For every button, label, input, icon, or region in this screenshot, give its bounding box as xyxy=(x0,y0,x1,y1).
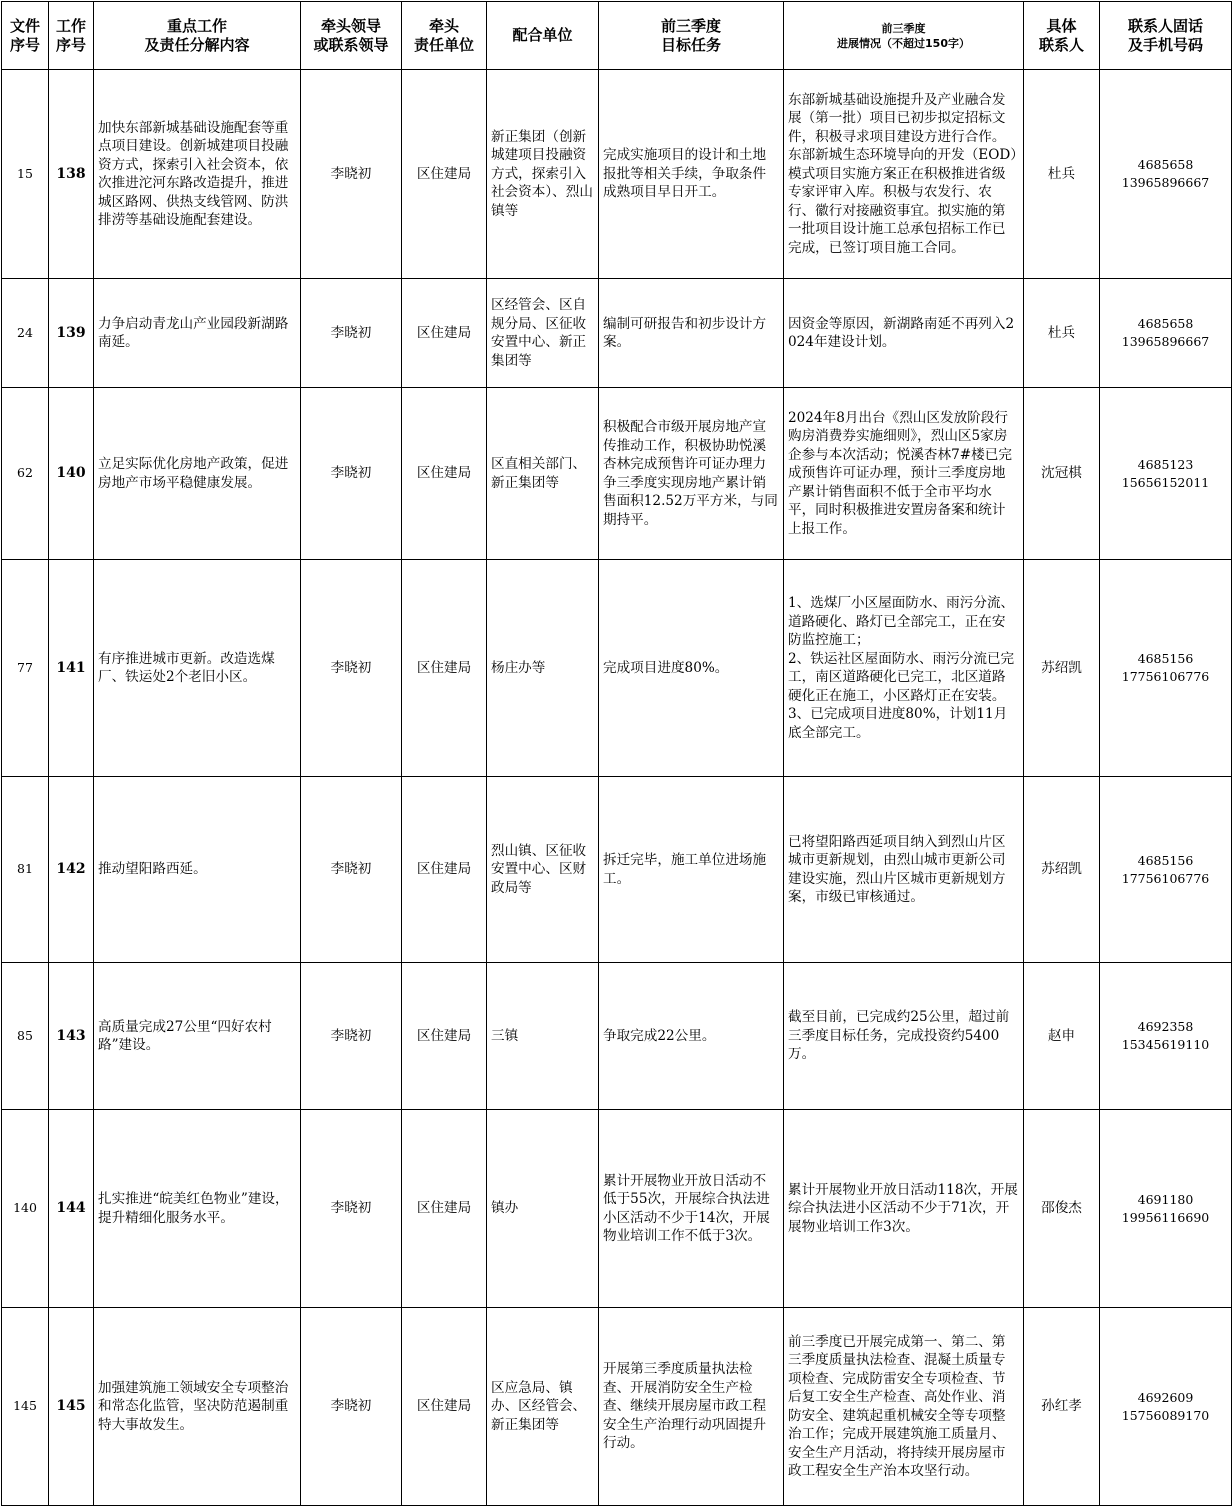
table-row xyxy=(2,279,1232,388)
target-cell: 累计开展物业开放日活动不低于55次，开展综合执法进小区活动不少于14次，开展物业培训工作不低于3次。 xyxy=(599,1110,784,1308)
person-cell: 孙红孝 xyxy=(1024,1308,1100,1506)
work-no-cell: 140 xyxy=(49,388,94,560)
table-row xyxy=(2,1110,1232,1308)
header-leader: 牵头领导 或联系领导 xyxy=(301,2,402,70)
person-cell: 赵申 xyxy=(1024,963,1100,1110)
mobile: 15656152011 xyxy=(1121,474,1210,490)
phone-cell xyxy=(1100,560,1232,777)
unit-cell: 区住建局 xyxy=(402,963,487,1110)
tel: 4685123 xyxy=(1137,456,1194,472)
file-no-cell: 15 xyxy=(2,70,49,279)
mobile: 15756089170 xyxy=(1121,1407,1210,1423)
person-cell: 杜兵 xyxy=(1024,279,1100,388)
file-no-cell: 85 xyxy=(2,963,49,1110)
phone-cell xyxy=(1100,70,1232,279)
file-no-cell: 77 xyxy=(2,560,49,777)
header-coop: 配合单位 xyxy=(487,2,599,70)
leader-cell: 李晓初 xyxy=(301,963,402,1110)
person-cell: 苏绍凯 xyxy=(1024,560,1100,777)
phone-cell xyxy=(1100,388,1232,560)
mobile: 17756106776 xyxy=(1121,669,1210,684)
tel: 4691180 xyxy=(1137,1191,1194,1207)
progress-cell xyxy=(784,560,1024,777)
unit-cell: 区住建局 xyxy=(402,70,487,279)
content-cell: 加强建筑施工领域安全专项整治和常态化监管，坚决防范遏制重特大事故发生。 xyxy=(94,1308,301,1506)
work-no-cell: 138 xyxy=(49,70,94,279)
content-cell: 立足实际优化房地产政策，促进房地产市场平稳健康发展。 xyxy=(94,388,301,560)
target-cell: 积极配合市级开展房地产宣传推动工作，积极协助悦溪杏林完成预售许可证办理力争三季度实现房地产累计销售面积12.52万平方米，与同期持平。 xyxy=(599,388,784,560)
unit-cell: 区住建局 xyxy=(402,279,487,388)
table-row xyxy=(2,388,1232,560)
content-cell: 扎实推进“皖美红色物业”建设，提升精细化服务水平。 xyxy=(94,1110,301,1308)
coop-cell: 烈山镇、区征收安置中心、区财政局等 xyxy=(487,777,599,963)
unit-cell: 区住建局 xyxy=(402,560,487,777)
content-cell: 有序推进城市更新。改造选煤厂、铁运处2个老旧小区。 xyxy=(94,560,301,777)
progress-cell: 2024年8月出台《烈山区发放阶段行购房消费券实施细则》，烈山区5家房企参与本次活动；悦溪杏林7#楼已完成预售许可证办理，预计三季度房地产累计销售面积不低于全市平均水平，同时积极推进安置房备案和统计上报工作。 xyxy=(784,388,1024,560)
coop-cell: 区应急局、镇办、区经管会、新正集团等 xyxy=(487,1308,599,1506)
mobile: 17756106776 xyxy=(1121,870,1210,886)
tel: 4692609 xyxy=(1137,1389,1194,1405)
mobile: 13965896667 xyxy=(1121,175,1210,190)
tel: 4685658 xyxy=(1137,316,1194,331)
table-row xyxy=(2,963,1232,1110)
progress-cell: 已将望阳路西延项目纳入到烈山片区城市更新规划，由烈山城市更新公司建设实施，烈山片区城市更新规划方案，市级已审核通过。 xyxy=(784,777,1024,963)
coop-cell: 区直相关部门、新正集团等 xyxy=(487,388,599,560)
coop-cell: 三镇 xyxy=(487,963,599,1110)
table-row xyxy=(2,777,1232,963)
work-no-cell: 139 xyxy=(49,279,94,388)
progress-cell: 东部新城基础设施提升及产业融合发展（第一批）项目已初步拟定招标文件，积极寻求项目建设方进行合作。东部新城生态环境导向的开发（EOD）模式项目实施方案正在积极推进省级专家评审入库。积极与农发行、农行、徽行对接融资事宜。拟实施的第一批项目设计施工总承包招标工作已完成，已签订项目施工合同。 xyxy=(784,70,1024,279)
target-cell: 编制可研报告和初步设计方案。 xyxy=(599,279,784,388)
header-progress: 前三季度 进展情况（不超过150字） xyxy=(784,2,1024,70)
file-no-cell: 81 xyxy=(2,777,49,963)
mobile: 13965896667 xyxy=(1121,334,1210,349)
leader-cell: 李晓初 xyxy=(301,560,402,777)
work-table xyxy=(1,1,1232,1506)
header-row xyxy=(2,2,1232,70)
coop-cell: 区经管会、区自规分局、区征收安置中心、新正集团等 xyxy=(487,279,599,388)
file-no-cell: 140 xyxy=(2,1110,49,1308)
header-target: 前三季度 目标任务 xyxy=(599,2,784,70)
mobile: 19956116690 xyxy=(1121,1209,1210,1225)
tel: 4692358 xyxy=(1137,1019,1194,1034)
leader-cell: 李晓初 xyxy=(301,70,402,279)
phone-cell xyxy=(1100,777,1232,963)
coop-cell: 新正集团（创新城建项目投融资方式，探索引入社会资本）、烈山镇等 xyxy=(487,70,599,279)
target-cell: 完成项目进度80%。 xyxy=(599,560,784,777)
target-cell: 完成实施项目的设计和土地报批等相关手续，争取条件成熟项目早日开工。 xyxy=(599,70,784,279)
person-cell: 杜兵 xyxy=(1024,70,1100,279)
leader-cell: 李晓初 xyxy=(301,777,402,963)
header-work-no: 工作 序号 xyxy=(49,2,94,70)
table-row xyxy=(2,70,1232,279)
unit-cell: 区住建局 xyxy=(402,388,487,560)
progress-cell: 前三季度已开展完成第一、第二、第三季度质量执法检查、混凝土质量专项检查、完成防雷安全专项检查、节后复工安全生产检查、高处作业、消防安全、建筑起重机械安全等专项整治工作；完成开展建筑施工质量月、安全生产月活动，将持续开展房屋市政工程安全生产治本攻坚行动。 xyxy=(784,1308,1024,1506)
work-no-cell: 143 xyxy=(49,963,94,1110)
table-row xyxy=(2,560,1232,777)
leader-cell: 李晓初 xyxy=(301,279,402,388)
phone-cell xyxy=(1100,1308,1232,1506)
leader-cell: 李晓初 xyxy=(301,1308,402,1506)
file-no-cell: 62 xyxy=(2,388,49,560)
mobile: 15345619110 xyxy=(1121,1037,1210,1052)
person-cell: 苏绍凯 xyxy=(1024,777,1100,963)
person-cell: 邵俊杰 xyxy=(1024,1110,1100,1308)
person-cell: 沈冠棋 xyxy=(1024,388,1100,560)
tel: 4685156 xyxy=(1137,852,1194,868)
coop-cell: 镇办 xyxy=(487,1110,599,1308)
header-content: 重点工作 及责任分解内容 xyxy=(94,2,301,70)
content-cell: 推动望阳路西延。 xyxy=(94,777,301,963)
work-no-cell: 141 xyxy=(49,560,94,777)
leader-cell: 李晓初 xyxy=(301,388,402,560)
progress-item: 1、选煤厂小区屋面防水、雨污分流、道路硬化、路灯已全部完工，正在安防监控施工； xyxy=(788,595,1015,648)
header-person: 具体 联系人 xyxy=(1024,2,1100,70)
header-unit: 牵头 责任单位 xyxy=(402,2,487,70)
progress-cell: 因资金等原因，新湖路南延不再列入2024年建设计划。 xyxy=(784,279,1024,388)
unit-cell: 区住建局 xyxy=(402,1308,487,1506)
phone-cell xyxy=(1100,1110,1232,1308)
progress-cell: 累计开展物业开放日活动118次，开展综合执法进小区活动不少于71次，开展物业培训工作3次。 xyxy=(784,1110,1024,1308)
work-no-cell: 145 xyxy=(49,1308,94,1506)
progress-item: 2、铁运社区屋面防水、雨污分流已完工，南区道路硬化已完工，北区道路硬化正在施工，小区路灯正在安装。 xyxy=(788,650,1015,704)
phone-cell xyxy=(1100,279,1232,388)
target-cell: 争取完成22公里。 xyxy=(599,963,784,1110)
file-no-cell: 145 xyxy=(2,1308,49,1506)
tel: 4685156 xyxy=(1137,651,1194,666)
target-cell: 拆迁完毕，施工单位进场施工。 xyxy=(599,777,784,963)
header-phone: 联系人固话 及手机号码 xyxy=(1100,2,1232,70)
phone-cell xyxy=(1100,963,1232,1110)
content-cell: 高质量完成27公里“四好农村路”建设。 xyxy=(94,963,301,1110)
work-no-cell: 144 xyxy=(49,1110,94,1308)
table-row xyxy=(2,1308,1232,1506)
coop-cell: 杨庄办等 xyxy=(487,560,599,777)
content-cell: 加快东部新城基础设施配套等重点项目建设。创新城建项目投融资方式，探索引入社会资本，依次推进沱河东路改造提升，推进城区路网、供热支线管网、防洪排涝等基础设施配套建设。 xyxy=(94,70,301,279)
tel: 4685658 xyxy=(1137,157,1194,172)
content-cell: 力争启动青龙山产业园段新湖路南延。 xyxy=(94,279,301,388)
leader-cell: 李晓初 xyxy=(301,1110,402,1308)
progress-item: 3、已完成项目进度80%，计划11月底全部完工。 xyxy=(788,706,1008,741)
progress-cell: 截至目前，已完成约25公里，超过前三季度目标任务，完成投资约5400万。 xyxy=(784,963,1024,1110)
unit-cell: 区住建局 xyxy=(402,777,487,963)
target-cell: 开展第三季度质量执法检查、开展消防安全生产检查、继续开展房屋市政工程安全生产治理行动巩固提升行动。 xyxy=(599,1308,784,1506)
work-no-cell: 142 xyxy=(49,777,94,963)
file-no-cell: 24 xyxy=(2,279,49,388)
header-file-no: 文件 序号 xyxy=(2,2,49,70)
unit-cell: 区住建局 xyxy=(402,1110,487,1308)
